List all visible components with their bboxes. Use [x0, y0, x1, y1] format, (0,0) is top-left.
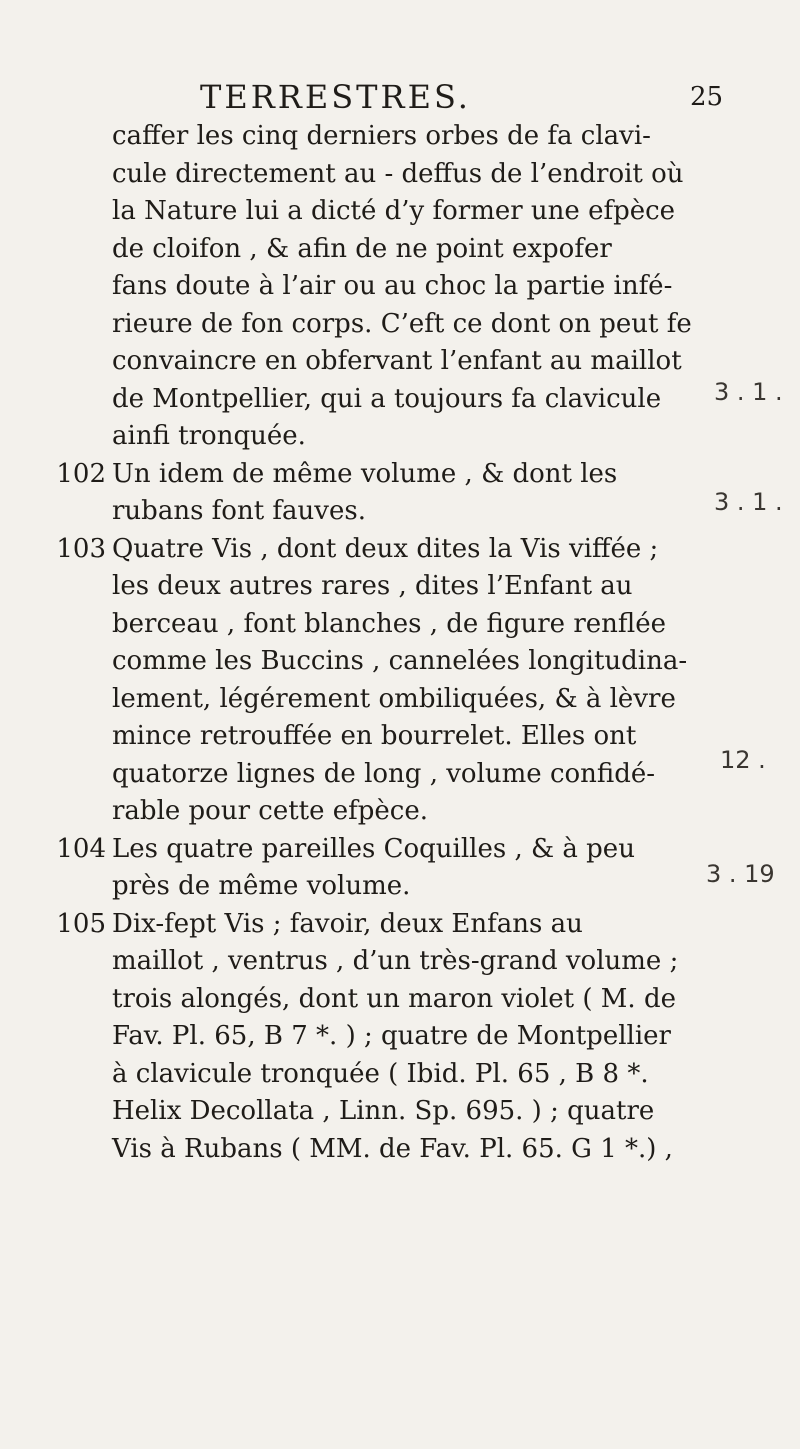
- running-head: TERRESTRES.: [200, 78, 471, 116]
- entry-line: trois alongés, dont un maron violet ( M. de: [112, 983, 676, 1014]
- entry-104: [56, 831, 672, 906]
- entry-line: quatorze lignes de long , volume confidé-: [112, 758, 656, 789]
- text-line: rieure de fon corps. C’eft ce dont on peut fe: [112, 308, 692, 339]
- entry-line: Dix-fept Vis ; favoir, deux Enfans au: [112, 908, 583, 939]
- margin-note: 12 .: [720, 746, 766, 774]
- entry-105: [56, 906, 679, 1169]
- entry-line: Vis à Rubans ( MM. de Fav. Pl. 65. G 1 *.) ,: [112, 1133, 673, 1164]
- text-line: cule directement au - deffus de l’endroit où: [112, 158, 684, 189]
- margin-note: 3 . 19: [706, 860, 775, 888]
- entry-line: Quatre Vis , dont deux dites la Vis viffée ;: [112, 533, 659, 564]
- entry-103: [56, 531, 688, 831]
- margin-note: 3 . 1 .: [714, 378, 783, 406]
- entry-number: 103: [56, 533, 106, 564]
- entry-line: les deux autres rares , dites l’Enfant au: [112, 571, 633, 601]
- page-text: [56, 118, 692, 1168]
- text-line: de Montpellier, qui a toujours fa clavicule: [112, 383, 662, 414]
- entry-line: maillot , ventrus , d’un très-grand volume ;: [112, 946, 679, 976]
- entry-line: Helix Decollata , Linn. Sp. 695. ) ; quatre: [112, 1096, 655, 1126]
- entry-number: 102: [56, 458, 106, 489]
- text-line: fans doute à l’air ou au choc la partie infé-: [112, 271, 673, 301]
- entry-line: Fav. Pl. 65, B 7 *. ) ; quatre de Montpellier: [112, 1021, 671, 1051]
- entry-line: mince retrouffée en bourrelet. Elles ont: [112, 721, 637, 751]
- entry-102: [56, 456, 672, 531]
- text-line: de cloifon , & afin de ne point expofer: [112, 233, 612, 264]
- entry-line: à clavicule tronquée ( Ibid. Pl. 65 , B 8 *.: [112, 1058, 649, 1089]
- entry-line: lement, légérement ombiliquées, & à lèvre: [112, 683, 676, 714]
- text-line: convaincre en obfervant l’enfant au maillot: [112, 346, 682, 376]
- entry-line: comme les Buccins , cannelées longitudina-: [112, 646, 688, 676]
- entry-line: près de même volume.: [112, 871, 411, 901]
- entry-number: 104: [56, 833, 106, 864]
- entry-line: rubans font fauves.: [112, 496, 366, 526]
- page-number: 25: [690, 82, 724, 112]
- entry-line: Les quatre pareilles Coquilles , & à peu: [112, 833, 635, 864]
- text-line: caffer les cinq derniers orbes de fa clavi-: [112, 121, 651, 151]
- text-line: la Nature lui a dicté d’y former une efpèce: [112, 196, 676, 226]
- text-line: ainfi tronquée.: [112, 421, 306, 451]
- margin-note: 3 . 1 .: [714, 488, 783, 516]
- entry-line: rable pour cette efpèce.: [112, 796, 429, 826]
- entry-line: Un idem de même volume , & dont les: [112, 458, 618, 489]
- entry-line: berceau , font blanches , de figure renflée: [112, 608, 666, 639]
- entry-number: 105: [56, 908, 106, 939]
